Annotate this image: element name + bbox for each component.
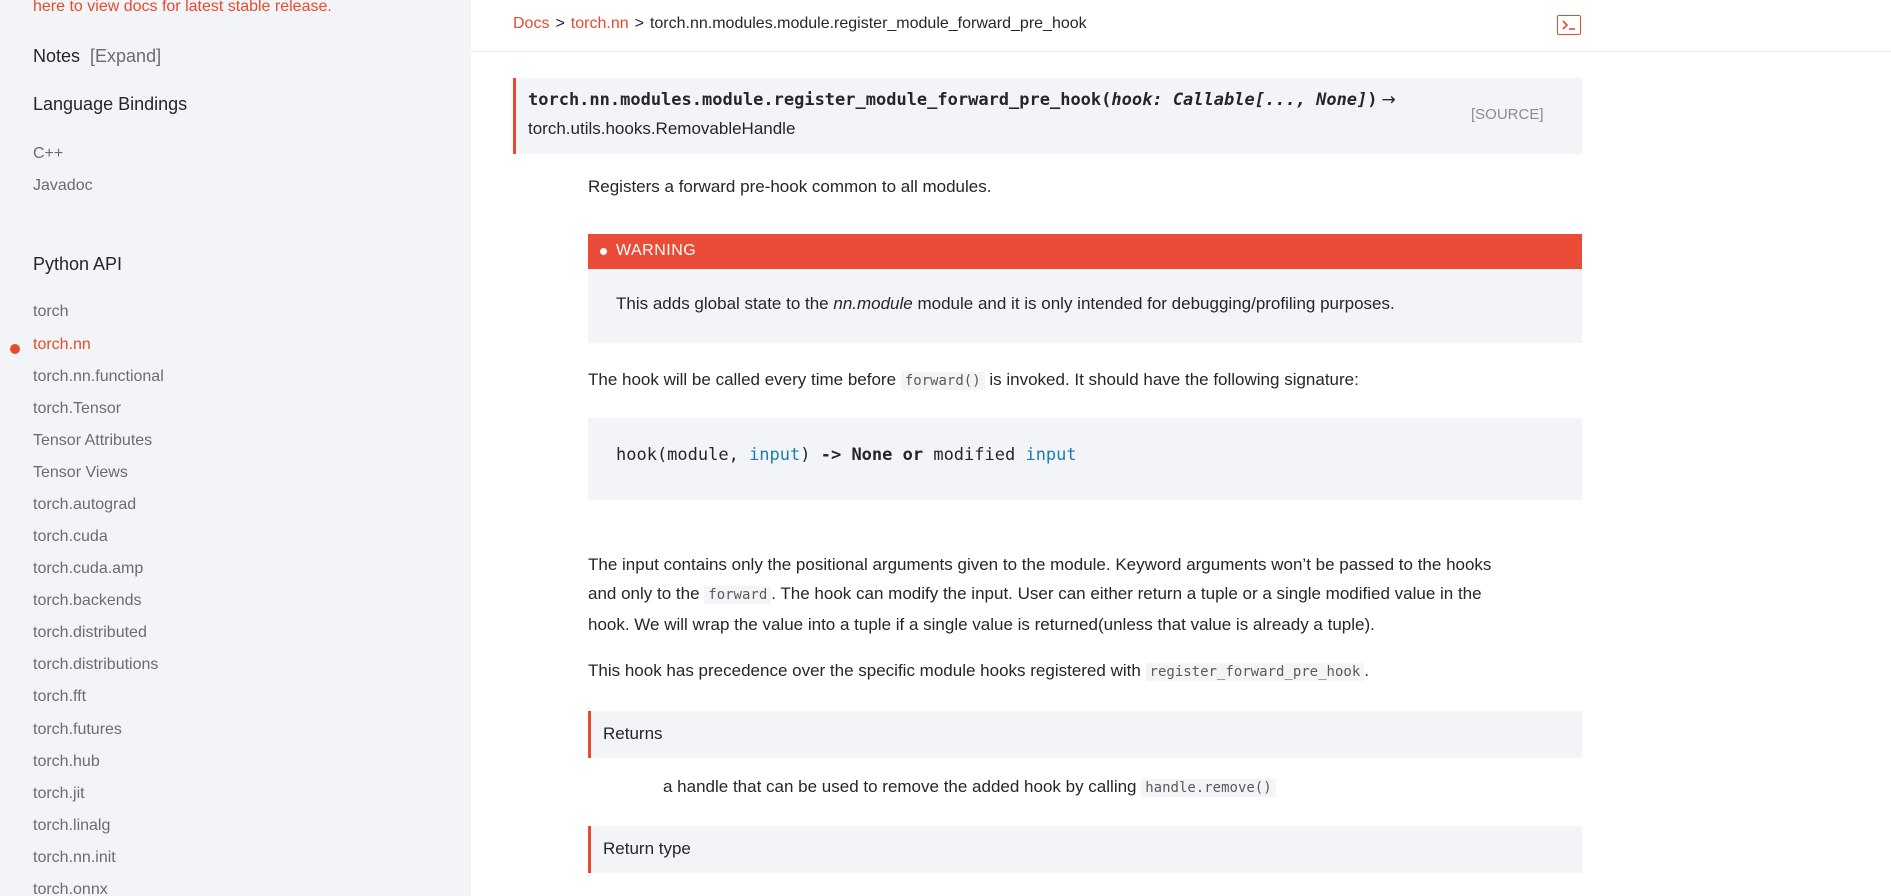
- sidebar-item-torch-nn-init[interactable]: torch.nn.init: [33, 849, 116, 866]
- warning-text: [616, 294, 1395, 314]
- language-bindings-heading: Language Bindings: [33, 94, 188, 114]
- breadcrumb: [513, 15, 1087, 33]
- breadcrumb-separator: >: [634, 15, 644, 32]
- warning-text-before: This adds global state to the: [616, 294, 834, 313]
- warning-admonition: [588, 234, 1582, 343]
- notes-expand-button[interactable]: [Expand]: [90, 46, 162, 66]
- sidebar-item-javadoc[interactable]: Javadoc: [33, 177, 93, 194]
- warning-header: [588, 234, 1582, 269]
- sidebar-item-torch-backends[interactable]: torch.backends: [33, 592, 142, 609]
- code-token: modified: [923, 445, 1026, 465]
- sidebar-item-torch-jit[interactable]: torch.jit: [33, 785, 85, 802]
- source-link[interactable]: [SOURCE]: [1471, 106, 1544, 123]
- sidebar-item-torch-futures[interactable]: torch.futures: [33, 721, 122, 738]
- code-token: ): [800, 445, 821, 465]
- function-name: torch.nn.modules.module.register_module_forward_pre_hook: [528, 90, 1102, 110]
- code-token-builtin: input: [1025, 445, 1077, 465]
- signature-return-type: torch.utils.hooks.RemovableHandle: [528, 119, 796, 138]
- signature-close-paren: ): [1367, 90, 1378, 110]
- warning-title: WARNING: [616, 242, 697, 259]
- hook-call-paragraph: [588, 366, 1359, 395]
- sidebar-item-torch-nn-functional[interactable]: torch.nn.functional: [33, 368, 164, 385]
- return-type-field: [588, 826, 1582, 873]
- code-token-builtin: input: [749, 445, 801, 465]
- notes-section-toggle[interactable]: [33, 46, 161, 67]
- precedence-text-after: .: [1364, 661, 1369, 680]
- warning-text-emphasis: nn.module: [833, 294, 913, 313]
- sidebar-item-torch-distributed[interactable]: torch.distributed: [33, 624, 147, 641]
- breadcrumb-current: torch.nn.modules.module.register_module_forward_pre_hook: [649, 15, 1087, 32]
- handle-remove-code: handle.remove(): [1141, 779, 1275, 797]
- forward-code: forward(): [901, 372, 985, 390]
- forward-code: forward: [704, 586, 771, 604]
- sidebar-item-torch-fft[interactable]: torch.fft: [33, 688, 87, 705]
- returns-text: a handle that can be used to remove the added hook by calling: [663, 777, 1142, 796]
- input-para-text: . The hook can modify the input. User can either return a tuple or a single modified value in the: [771, 584, 1482, 603]
- returns-field: [588, 711, 1582, 758]
- breadcrumb-docs[interactable]: Docs: [513, 15, 550, 32]
- input-para-line: hook. We will wrap the value into a tuple if a single value is returned(unless that value is already a tuple).: [588, 615, 1375, 634]
- function-description: Registers a forward pre-hook common to all modules.: [588, 177, 992, 196]
- terminal-icon[interactable]: [1557, 15, 1581, 35]
- function-signature: [513, 78, 1582, 154]
- sidebar-item-torch-cuda-amp[interactable]: torch.cuda.amp: [33, 560, 144, 577]
- topbar: [471, 0, 1891, 52]
- sidebar-item-torch-tensor[interactable]: torch.Tensor: [33, 400, 122, 417]
- sidebar-item-torch-cuda[interactable]: torch.cuda: [33, 528, 108, 545]
- hook-para-after: is invoked. It should have the following signature:: [984, 370, 1359, 389]
- sidebar-item-torch-nn[interactable]: torch.nn: [33, 336, 91, 353]
- input-para-line: [588, 579, 1491, 610]
- sidebar-item-tensor-attributes[interactable]: Tensor Attributes: [33, 432, 153, 449]
- input-para-text: and only to the: [588, 584, 705, 603]
- precedence-paragraph: [588, 657, 1369, 686]
- precedence-text-before: This hook has precedence over the specific module hooks registered with: [588, 661, 1146, 680]
- code-block: [588, 418, 1582, 500]
- sidebar: [0, 0, 471, 896]
- sidebar-item-torch-hub[interactable]: torch.hub: [33, 753, 100, 770]
- sidebar-item-torch-linalg[interactable]: torch.linalg: [33, 817, 111, 834]
- sidebar-item-torch-distributions[interactable]: torch.distributions: [33, 656, 159, 673]
- active-item-indicator: [10, 344, 20, 354]
- register-forward-pre-hook-code: register_forward_pre_hook: [1146, 663, 1365, 681]
- returns-description: [663, 773, 1276, 802]
- sidebar-item-torch[interactable]: torch: [33, 303, 69, 320]
- code-token-keyword: -> None or: [820, 445, 924, 465]
- warning-bullet-icon: [600, 248, 607, 255]
- signature-open-paren: (: [1101, 90, 1112, 110]
- latest-docs-link[interactable]: here to view docs for latest stable release.: [33, 0, 332, 15]
- sidebar-item-tensor-views[interactable]: Tensor Views: [33, 464, 128, 481]
- notes-label: Notes: [33, 46, 81, 66]
- breadcrumb-torch-nn[interactable]: torch.nn: [570, 15, 629, 32]
- sidebar-item-torch-onnx[interactable]: torch.onnx: [33, 881, 108, 896]
- sidebar-item-cpp[interactable]: C++: [33, 145, 64, 162]
- code-token: hook(module,: [616, 445, 750, 465]
- input-paragraph: [588, 550, 1491, 639]
- hook-signature-code: [616, 445, 1077, 465]
- warning-text-after: module and it is only intended for debugging/profiling purposes.: [912, 294, 1395, 313]
- function-param: hook: Callable[..., None]: [1111, 90, 1368, 110]
- hook-para-before: The hook will be called every time before: [588, 370, 901, 389]
- input-para-line: The input contains only the positional arguments given to the module. Keyword arguments won’t be passed to the hooks: [588, 555, 1492, 574]
- breadcrumb-separator: >: [555, 15, 565, 32]
- returns-label: Returns: [603, 724, 663, 743]
- return-arrow: →: [1381, 90, 1396, 110]
- python-api-heading: Python API: [33, 254, 123, 274]
- return-type-label: Return type: [603, 839, 691, 858]
- signature-line: [528, 90, 1396, 110]
- sidebar-item-torch-autograd[interactable]: torch.autograd: [33, 496, 137, 513]
